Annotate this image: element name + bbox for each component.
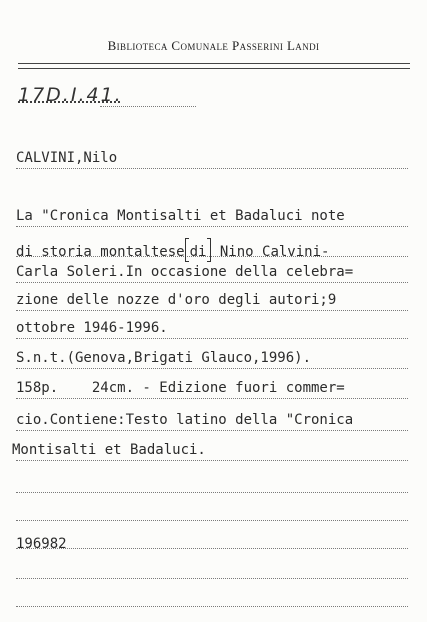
bracket-open [185, 238, 189, 262]
author-heading: CALVINI,Nilo [16, 150, 118, 166]
library-header [0, 38, 427, 54]
library-name-1: Biblioteca [107, 38, 168, 53]
bracket-close [207, 238, 211, 262]
call-number-rule [100, 88, 196, 107]
call-number: 17D.I.41. [18, 84, 123, 106]
library-name-3: Passerini [231, 38, 284, 53]
description-line-2a: di storia montaltese [16, 244, 185, 260]
rule-14 [16, 588, 408, 607]
rule-11 [16, 502, 408, 521]
description-line-5: ottobre 1946-1996. [16, 320, 168, 336]
description-line-3: Carla Soleri.In occasione della celebra= [16, 264, 354, 280]
description-line-7: 158p. 24cm. - Edizione fuori commer= [16, 380, 345, 396]
description-line-9: Montisalti et Badaluci. [12, 442, 206, 458]
rule-13 [16, 560, 408, 579]
library-name-2: Comunale [171, 38, 229, 53]
bracket-word: di [189, 244, 207, 260]
header-rule [18, 63, 410, 69]
rule-12 [16, 530, 408, 549]
description-line-2 [16, 238, 329, 262]
description-line-8: cio.Contiene:Testo latino della "Cronica [16, 412, 354, 428]
rule-10 [16, 474, 408, 493]
description-line-1: La "Cronica Montisalti et Badaluci note [16, 208, 345, 224]
description-line-6: S.n.t.(Genova,Brigati Glauco,1996). [16, 350, 312, 366]
description-line-4: zione delle nozze d'oro degli autori;9 [16, 292, 337, 308]
library-name-4: Landi [286, 38, 320, 53]
description-line-2b: Nino Calvini- [219, 244, 330, 260]
inventory-number: 196982 [16, 536, 67, 552]
